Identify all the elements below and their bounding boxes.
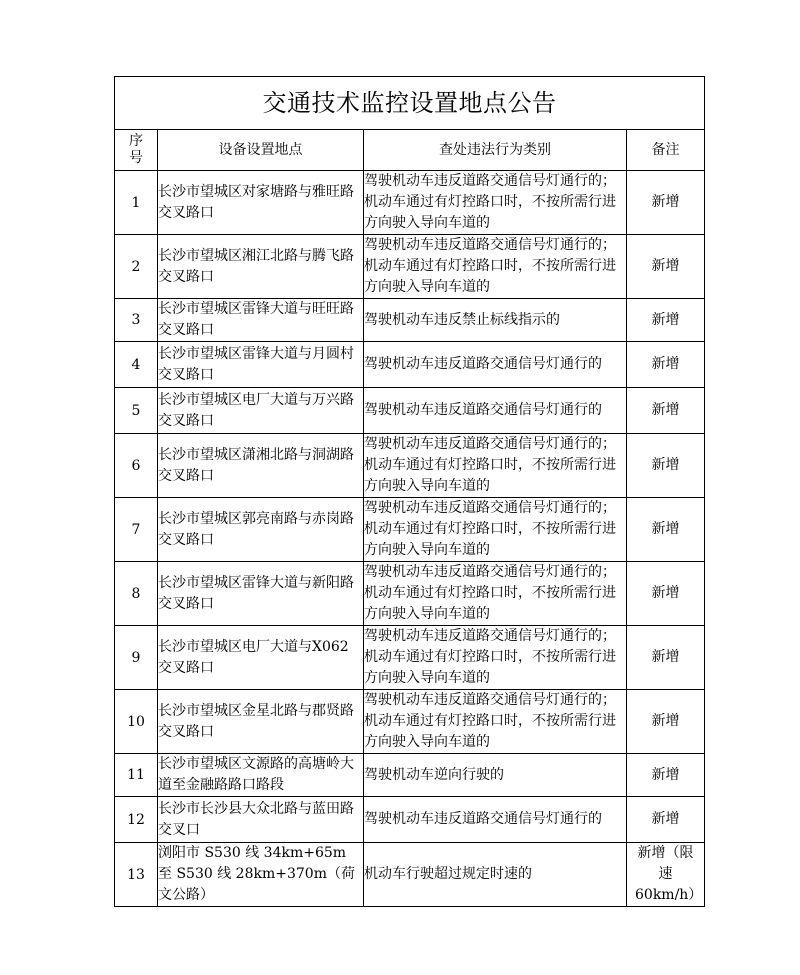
violation-category: 驾驶机动车违反道路交通信号灯通行的: [364, 342, 627, 388]
table-row: [115, 843, 705, 907]
table-row: [115, 171, 705, 235]
note: 新增: [627, 235, 705, 299]
table-row: [115, 626, 705, 690]
row-number: 9: [115, 626, 158, 690]
table-row: [115, 562, 705, 626]
setting-location: 长沙市长沙县大众北路与蓝田路交叉口: [158, 797, 364, 843]
row-number: 7: [115, 498, 158, 562]
header-violation: 查处违法行为类别: [364, 130, 627, 171]
header-no: 序号: [115, 130, 158, 171]
note: 新增: [627, 754, 705, 797]
setting-location: 长沙市望城区对家塘路与雅旺路交叉路口: [158, 171, 364, 235]
row-number: 11: [115, 754, 158, 797]
note: 新增: [627, 342, 705, 388]
row-number: 3: [115, 299, 158, 342]
note: 新增: [627, 498, 705, 562]
row-number: 6: [115, 434, 158, 498]
note: 新增: [627, 797, 705, 843]
table-row: [115, 797, 705, 843]
row-number: 13: [115, 843, 158, 907]
table-row: [115, 754, 705, 797]
note: 新增: [627, 690, 705, 754]
violation-category: 驾驶机动车违反道路交通信号灯通行的: [364, 388, 627, 434]
row-number: 12: [115, 797, 158, 843]
table-row: [115, 690, 705, 754]
setting-location: 长沙市望城区电厂大道与万兴路交叉路口: [158, 388, 364, 434]
setting-location: 长沙市望城区雷锋大道与月圆村交叉路口: [158, 342, 364, 388]
note: 新增: [627, 562, 705, 626]
row-number: 10: [115, 690, 158, 754]
violation-category: 机动车行驶超过规定时速的: [364, 843, 627, 907]
header-row: [115, 130, 705, 171]
setting-location: 长沙市望城区雷锋大道与新阳路交叉路口: [158, 562, 364, 626]
page-title: 交通技术监控设置地点公告: [115, 77, 705, 130]
header-note: 备注: [627, 130, 705, 171]
setting-location: 长沙市望城区雷锋大道与旺旺路交叉路口: [158, 299, 364, 342]
violation-category: 驾驶机动车逆向行驶的: [364, 754, 627, 797]
setting-location: 浏阳市 S530 线 34km+65m 至 S530 线 28km+370m（荷文公路）: [158, 843, 364, 907]
row-number: 2: [115, 235, 158, 299]
setting-location: 长沙市望城区金星北路与郡贤路交叉路口: [158, 690, 364, 754]
violation-category: 驾驶机动车违反道路交通信号灯通行的；机动车通过有灯控路口时，不按所需行进方向驶入导向车道的: [364, 498, 627, 562]
violation-category: 驾驶机动车违反道路交通信号灯通行的: [364, 797, 627, 843]
row-number: 5: [115, 388, 158, 434]
violation-category: 驾驶机动车违反禁止标线指示的: [364, 299, 627, 342]
setting-location: 长沙市望城区郭亮南路与赤岗路交叉路口: [158, 498, 364, 562]
note: 新增: [627, 171, 705, 235]
setting-location: 长沙市望城区电厂大道与X062 交叉路口: [158, 626, 364, 690]
row-number: 8: [115, 562, 158, 626]
setting-location: 长沙市望城区潇湘北路与洞湖路交叉路口: [158, 434, 364, 498]
note: 新增: [627, 388, 705, 434]
note: 新增: [627, 299, 705, 342]
table-row: [115, 434, 705, 498]
table-row: [115, 342, 705, 388]
row-number: 1: [115, 171, 158, 235]
note: 新增: [627, 626, 705, 690]
violation-category: 驾驶机动车违反道路交通信号灯通行的；机动车通过有灯控路口时，不按所需行进方向驶入导向车道的: [364, 690, 627, 754]
table-row: [115, 388, 705, 434]
table-row: [115, 498, 705, 562]
title-row: [115, 77, 705, 130]
setting-location: 长沙市望城区文源路的高塘岭大道至金融路路口路段: [158, 754, 364, 797]
note: 新增（限速60km/h）: [627, 843, 705, 907]
violation-category: 驾驶机动车违反道路交通信号灯通行的；机动车通过有灯控路口时，不按所需行进方向驶入导向车道的: [364, 626, 627, 690]
violation-category: 驾驶机动车违反道路交通信号灯通行的；机动车通过有灯控路口时，不按所需行进方向驶入导向车道的: [364, 562, 627, 626]
violation-category: 驾驶机动车违反道路交通信号灯通行的；机动车通过有灯控路口时，不按所需行进方向驶入导向车道的: [364, 434, 627, 498]
table-row: [115, 299, 705, 342]
setting-location: 长沙市望城区湘江北路与腾飞路交叉路口: [158, 235, 364, 299]
table-row: [115, 235, 705, 299]
header-place: 设备设置地点: [158, 130, 364, 171]
note: 新增: [627, 434, 705, 498]
violation-category: 驾驶机动车违反道路交通信号灯通行的；机动车通过有灯控路口时，不按所需行进方向驶入导向车道的: [364, 235, 627, 299]
row-number: 4: [115, 342, 158, 388]
violation-category: 驾驶机动车违反道路交通信号灯通行的；机动车通过有灯控路口时，不按所需行进方向驶入导向车道的: [364, 171, 627, 235]
announcement-table: [114, 76, 705, 907]
